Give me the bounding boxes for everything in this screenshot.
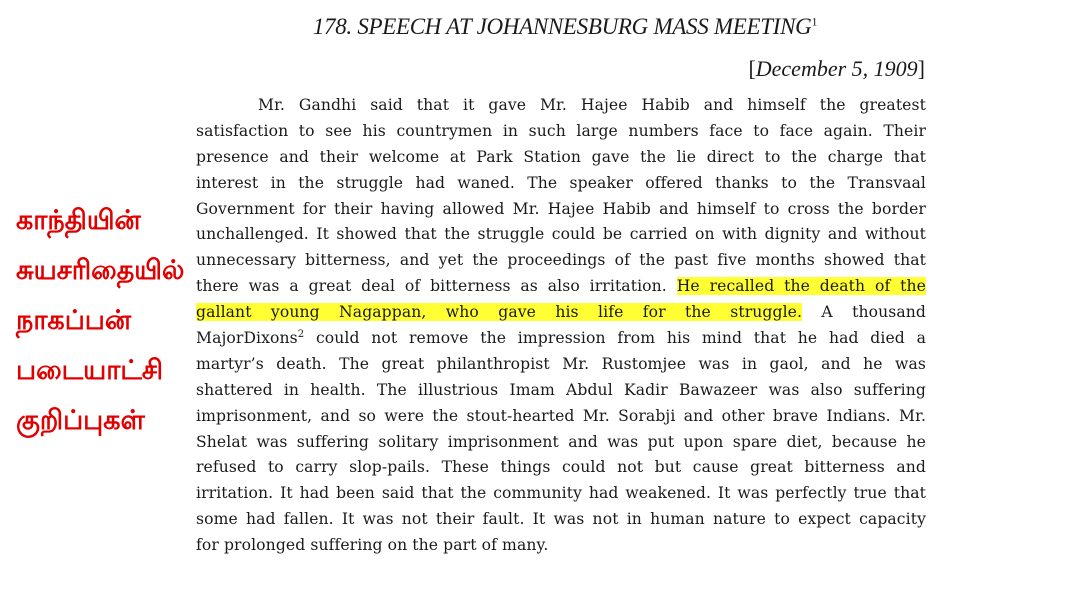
- document-title: [0, 14, 1080, 40]
- caption-line: நாகப்பன்: [16, 305, 132, 336]
- date-close-bracket: ]: [917, 56, 925, 81]
- speech-body: [196, 93, 926, 559]
- text-line: unchallenged. It showed that the struggle could be carried on with dignity and without: [196, 225, 926, 244]
- text-line: interest in the struggle had waned. The speaker offered thanks to the Transvaal: [196, 173, 926, 192]
- text-line: Mr. Gandhi said that it gave Mr. Hajee Habib and himself the greatest: [258, 96, 926, 114]
- text-line: shattered in health. The illustrious Imam Abdul Kadir Bawazeer was also suffering: [196, 380, 926, 399]
- title-footnote-mark: 1: [811, 14, 818, 29]
- text-segment: there was a great deal of bitterness as also irritation.: [196, 277, 677, 296]
- text-segment: A thousand: [802, 303, 927, 322]
- text-line: presence and their welcome at Park Station gave the lie direct to the charge that: [196, 147, 926, 166]
- text-line: [196, 274, 926, 300]
- highlighted-text: gallant young Nagappan, who gave his life for the struggle.: [196, 303, 803, 322]
- text-line: some had fallen. It was not their fault. It was not in human nature to expect capacity: [196, 510, 926, 529]
- text-line: [196, 326, 926, 352]
- text-line: irritation. It had been said that the community had weakened. It was perfectly true that: [196, 484, 926, 503]
- text-line: [196, 300, 926, 326]
- text-line: Shelat was suffering solitary imprisonment and was put upon spare diet, because he: [196, 432, 926, 451]
- caption-line: காந்தியின்: [16, 205, 141, 236]
- highlighted-text: He recalled the death of the: [676, 277, 926, 296]
- text-line: satisfaction to see his countrymen in such large numbers face to face again. Their: [196, 121, 926, 140]
- document-title-text: 178. SPEECH AT JOHANNESBURG MASS MEETING: [312, 14, 812, 39]
- text-line: for prolonged suffering on the part of many.: [196, 536, 549, 555]
- text-line: Government for their having allowed Mr. Hajee Habib and himself to cross the border: [196, 199, 926, 218]
- text-line: refused to carry slop-pails. These things could not but cause great bitterness and: [196, 458, 926, 477]
- document-date: [748, 56, 925, 82]
- caption-line: படையாட்சி: [16, 355, 164, 386]
- text-segment: MajorDixons: [196, 329, 298, 348]
- text-line: imprisonment, and so were the stout-hearted Mr. Sorabji and other brave Indians. Mr.: [196, 406, 926, 425]
- date-text: December 5, 1909: [755, 56, 918, 81]
- text-line: martyr’s death. The great philanthropist Mr. Rustomjee was in gaol, and he was: [196, 354, 926, 373]
- caption-line: சுயசரிதையில்: [16, 255, 185, 286]
- footnote-mark: 2: [297, 328, 305, 340]
- date-open-bracket: [: [748, 56, 756, 81]
- text-line: unnecessary bitterness, and yet the proceedings of the past five months showed that: [196, 251, 926, 270]
- caption-line: குறிப்புகள்: [16, 405, 145, 436]
- tamil-caption: [16, 196, 196, 446]
- text-segment: could not remove the impression from his mind that he had died a: [304, 329, 926, 348]
